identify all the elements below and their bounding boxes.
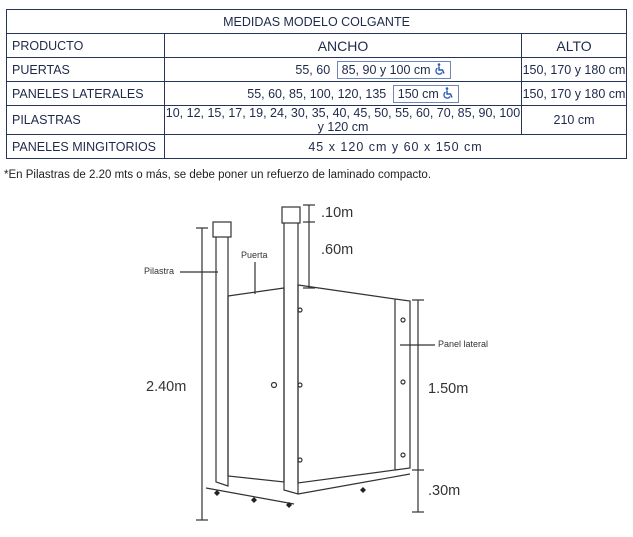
side-panel bbox=[298, 285, 395, 483]
pilastras-width: 10, 12, 15, 17, 19, 24, 30, 35, 40, 45, 50, 55, 60, 70, 85, 90, 100 y 120 cm bbox=[165, 106, 521, 134]
row-label-pilastras: PILASTRAS bbox=[7, 106, 165, 135]
row-label-puertas: PUERTAS bbox=[7, 58, 165, 82]
header-height: ALTO bbox=[522, 34, 627, 58]
puertas-width: 55, 60 bbox=[295, 62, 331, 77]
dim-top-label: .10m bbox=[321, 205, 354, 221]
header-width: ANCHO bbox=[165, 34, 522, 58]
floor-anchor bbox=[251, 497, 257, 503]
bracket bbox=[401, 453, 405, 457]
floor-line bbox=[206, 488, 294, 504]
left-pilaster bbox=[216, 237, 228, 486]
dim-gap-label: .60m bbox=[321, 242, 354, 258]
panel-lateral-label: Panel lateral bbox=[438, 339, 489, 349]
dim-total-label: 2.40m bbox=[146, 379, 187, 395]
bracket bbox=[401, 380, 405, 384]
paneles-height: 150, 170 y 180 cm bbox=[522, 82, 627, 106]
header-product: PRODUCTO bbox=[7, 34, 165, 58]
mingitorios-value: 45 x 120 cm y 60 x 150 cm bbox=[165, 135, 627, 159]
door-knob bbox=[272, 383, 277, 388]
table-title: MEDIDAS MODELO COLGANTE bbox=[7, 10, 627, 34]
paneles-accessible-width-text: 150 cm bbox=[397, 86, 439, 101]
dim-panel-label: 1.50m bbox=[428, 381, 469, 397]
puerta-label: Puerta bbox=[241, 250, 268, 260]
pilastra-label: Pilastra bbox=[144, 266, 175, 276]
left-pilaster-cap bbox=[213, 222, 231, 237]
bracket bbox=[401, 318, 405, 322]
paneles-width: 55, 60, 85, 100, 120, 135 bbox=[247, 86, 387, 101]
right-pilaster-cap bbox=[282, 207, 300, 223]
pilastras-height: 210 cm bbox=[522, 106, 627, 135]
door-panel bbox=[228, 288, 284, 482]
puertas-accessible-width-text: 85, 90 y 100 cm bbox=[341, 62, 431, 77]
row-label-mingitorios: PANELES MINGITORIOS bbox=[7, 135, 165, 159]
floor-anchor bbox=[360, 487, 366, 493]
row-label-paneles: PANELES LATERALES bbox=[7, 82, 165, 106]
floor-line-right bbox=[298, 474, 410, 494]
dim-bottom-label: .30m bbox=[428, 483, 461, 499]
puertas-height: 150, 170 y 180 cm bbox=[522, 58, 627, 82]
right-pilaster bbox=[284, 223, 298, 494]
footnote: *En Pilastras de 2.20 mts o más, se debe poner un refuerzo de laminado compacto. bbox=[4, 169, 432, 181]
